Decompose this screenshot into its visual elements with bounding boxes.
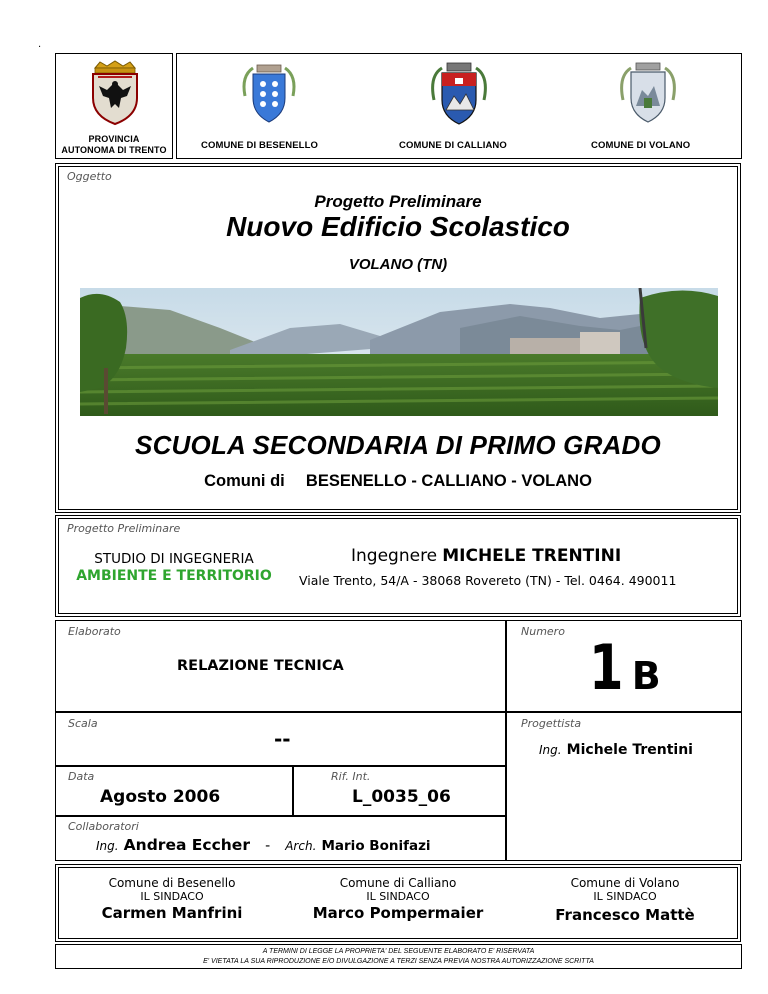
numero-box: [506, 620, 742, 712]
comuni-prefix: Comuni di: [204, 472, 285, 490]
elaborato-value: RELAZIONE TECNICA: [177, 658, 344, 674]
volano-crest-icon: [618, 60, 678, 126]
sindaco-comune: Comune di Calliano: [339, 876, 457, 890]
collab2-name: Mario Bonifazi: [321, 838, 431, 854]
scala-label: Scala: [68, 717, 98, 730]
collaboratori-label: Collaboratori: [68, 820, 139, 833]
numero-label: Numero: [521, 625, 565, 638]
legal-line2: E' VIETATA LA SUA RIPRODUZIONE E/O DIVULGAZIONE A TERZI SENZA PREVIA NOSTRA AUTORIZZAZIONE SCRITTA: [203, 957, 594, 965]
progetto-section: [58, 518, 738, 614]
comune-calliano-label: COMUNE DI CALLIANO: [399, 140, 507, 151]
progettista-box: [506, 712, 742, 861]
rif-label: Rif. Int.: [331, 770, 371, 783]
elaborato-label: Elaborato: [68, 625, 121, 638]
comune-volano-label: COMUNE DI VOLANO: [591, 140, 691, 151]
oggetto-subtitle: Progetto Preliminare: [314, 192, 482, 211]
oggetto-title: Nuovo Edificio Scolastico: [226, 211, 570, 242]
legal-footer: [55, 944, 742, 969]
collab-separator: -: [265, 838, 271, 854]
sindaco-besenello: [59, 876, 285, 922]
sindaco-volano: [511, 876, 739, 924]
sindaco-comune: Comune di Besenello: [108, 876, 236, 890]
oggetto-location: VOLANO (TN): [348, 256, 448, 273]
sindaco-calliano: [285, 876, 511, 922]
numero-letter: B: [631, 654, 661, 698]
sindaco-name: Carmen Manfrini: [101, 904, 243, 922]
rif-box: [293, 766, 506, 816]
collab2-prefix: Arch.: [285, 839, 317, 853]
school-title: SCUOLA SECONDARIA DI PRIMO GRADO: [135, 430, 661, 460]
scala-box: [55, 712, 506, 766]
legal-line1: A TERMINI DI LEGGE LA PROPRIETA' DEL SEGUENTE ELABORATO E' RISERVATA: [262, 948, 535, 955]
oggetto-label: Oggetto: [67, 170, 112, 183]
sindaco-role: IL SINDACO: [593, 890, 657, 903]
comune-besenello-label: COMUNE DI BESENELLO: [201, 140, 318, 151]
progettista-label: Progettista: [521, 717, 582, 730]
progettista-name: Michele Trentini: [566, 742, 693, 758]
sindaco-comune: Comune di Volano: [570, 876, 680, 890]
oggetto-section: [58, 166, 738, 510]
provincia-name-line2: AUTONOMA DI TRENTO: [61, 145, 167, 155]
besenello-crest-icon: [239, 62, 299, 126]
progetto-label: Progetto Preliminare: [67, 522, 181, 535]
scala-value: --: [274, 727, 291, 751]
comuni-header-box: [176, 53, 742, 159]
comuni-list: BESENELLO - CALLIANO - VOLANO: [305, 472, 592, 490]
numero-digit: 1: [589, 631, 624, 704]
collab1-prefix: Ing.: [96, 839, 119, 853]
rif-value: L_0035_06: [352, 787, 451, 807]
provincia-name-line1: PROVINCIA: [88, 134, 140, 144]
sindaco-role: IL SINDACO: [140, 890, 204, 903]
data-value: Agosto 2006: [100, 787, 221, 807]
ing-prefix: Ingegnere: [351, 546, 438, 566]
vineyard-panorama-image: [80, 288, 718, 416]
elaborato-box: [55, 620, 506, 712]
data-box: [55, 766, 293, 816]
provincia-box: [55, 53, 173, 159]
studio-line2: AMBIENTE E TERRITORIO: [76, 568, 272, 584]
sindaco-name: Marco Pompermaier: [312, 904, 484, 922]
data-label: Data: [68, 770, 95, 783]
trento-eagle-crest-icon: [85, 60, 145, 126]
ing-name: MICHELE TRENTINI: [442, 546, 622, 566]
sindaci-section: [58, 867, 738, 939]
page-dot: ·: [38, 42, 42, 53]
studio-line1: STUDIO DI INGEGNERIA: [94, 551, 254, 567]
collab1-name: Andrea Eccher: [123, 836, 250, 854]
sindaco-name: Francesco Mattè: [555, 906, 695, 924]
progettista-prefix: Ing.: [539, 743, 562, 757]
collaboratori-box: [55, 816, 506, 861]
calliano-crest-icon: [428, 60, 490, 128]
sindaco-role: IL SINDACO: [366, 890, 430, 903]
studio-address: Viale Trento, 54/A - 38068 Rovereto (TN) - Tel. 0464. 490011: [299, 573, 677, 588]
